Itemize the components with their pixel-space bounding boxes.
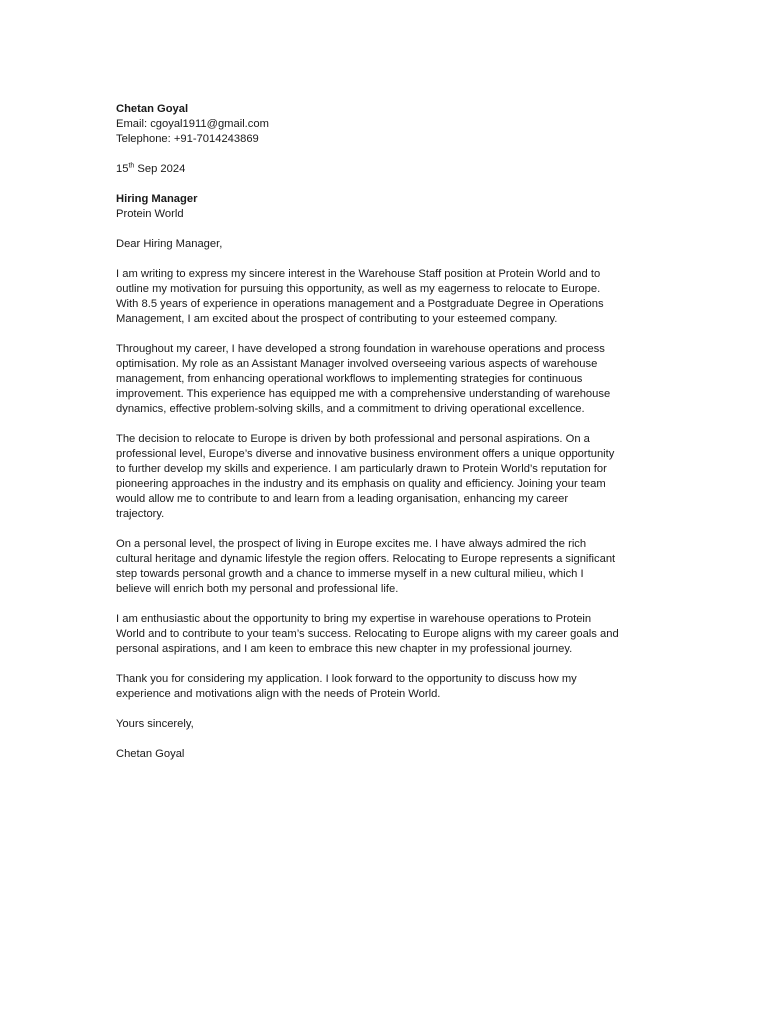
paragraph-line: optimisation. My role as an Assistant Manager involved overseeing various aspects of warehouse [116, 358, 598, 370]
paragraph-4 [116, 537, 656, 597]
paragraph-line: professional level, Europe’s diverse and innovative business environment offers a unique opportunity [116, 448, 615, 460]
paragraph-5 [116, 612, 656, 657]
paragraph-line: World and to contribute to your team’s success. Relocating to Europe aligns with my career goals and [116, 628, 619, 640]
paragraph-line: management, from enhancing operational workflows to implementing strategies for continuous [116, 373, 583, 385]
recipient-company: Protein World [116, 208, 184, 220]
closing: Yours sincerely, [116, 718, 194, 730]
paragraph-2 [116, 342, 656, 417]
paragraph-6 [116, 672, 656, 702]
recipient-title: Hiring Manager [116, 193, 198, 205]
paragraph-3 [116, 432, 656, 522]
paragraph-line: Thank you for considering my application. I look forward to the opportunity to discuss how my [116, 673, 577, 685]
date-line [116, 162, 656, 177]
signature-name: Chetan Goyal [116, 748, 185, 760]
cover-letter [116, 102, 656, 762]
paragraph-line: to further develop my skills and experience. I am particularly drawn to Protein World’s reputation for [116, 463, 607, 475]
paragraph-line: pioneering approaches in the industry and its emphasis on quality and efficiency. Joining your team [116, 478, 606, 490]
paragraph-line: dynamics, effective problem-solving skills, and a commitment to driving operational excellence. [116, 403, 585, 415]
sender-email: Email: cgoyal1911@gmail.com [116, 118, 269, 130]
paragraph-line: believe will enrich both my personal and professional life. [116, 583, 399, 595]
paragraph-line: improvement. This experience has equipped me with a comprehensive understanding of warehouse [116, 388, 611, 400]
salutation: Dear Hiring Manager, [116, 238, 223, 250]
paragraph-line: I am enthusiastic about the opportunity to bring my expertise in warehouse operations to Protein [116, 613, 592, 625]
sender-telephone: Telephone: +91-7014243869 [116, 133, 259, 145]
date-day: 15 [116, 163, 129, 175]
date-suffix: th [128, 162, 135, 170]
paragraph-line: Management, I am excited about the prospect of contributing to your esteemed company. [116, 313, 558, 325]
paragraph-line: trajectory. [116, 508, 165, 520]
paragraph-line: I am writing to express my sincere interest in the Warehouse Staff position at Protein World and to [116, 268, 601, 280]
sender-block [116, 102, 656, 147]
paragraph-line: outline my motivation for pursuing this opportunity, as well as my eagerness to relocate to Europe. [116, 283, 601, 295]
paragraph-line: would allow me to contribute to and learn from a leading organisation, enhancing my career [116, 493, 569, 505]
paragraph-line: Throughout my career, I have developed a strong foundation in warehouse operations and process [116, 343, 605, 355]
paragraph-line: On a personal level, the prospect of living in Europe excites me. I have always admired the rich [116, 538, 587, 550]
sender-name: Chetan Goyal [116, 103, 189, 115]
paragraph-line: cultural heritage and dynamic lifestyle the region offers. Relocating to Europe represents a significant [116, 553, 616, 565]
recipient-block [116, 192, 656, 222]
paragraph-line: With 8.5 years of experience in operations management and a Postgraduate Degree in Operations [116, 298, 604, 310]
paragraph-line: The decision to relocate to Europe is driven by both professional and personal aspirations. On a [116, 433, 590, 445]
paragraph-line: step towards personal growth and a chance to immerse myself in a new cultural milieu, which I [116, 568, 584, 580]
paragraph-line: personal aspirations, and I am keen to embrace this new chapter in my professional journey. [116, 643, 573, 655]
date-rest: Sep 2024 [134, 163, 186, 175]
paragraph-line: experience and motivations align with the needs of Protein World. [116, 688, 441, 700]
paragraph-1 [116, 267, 656, 327]
